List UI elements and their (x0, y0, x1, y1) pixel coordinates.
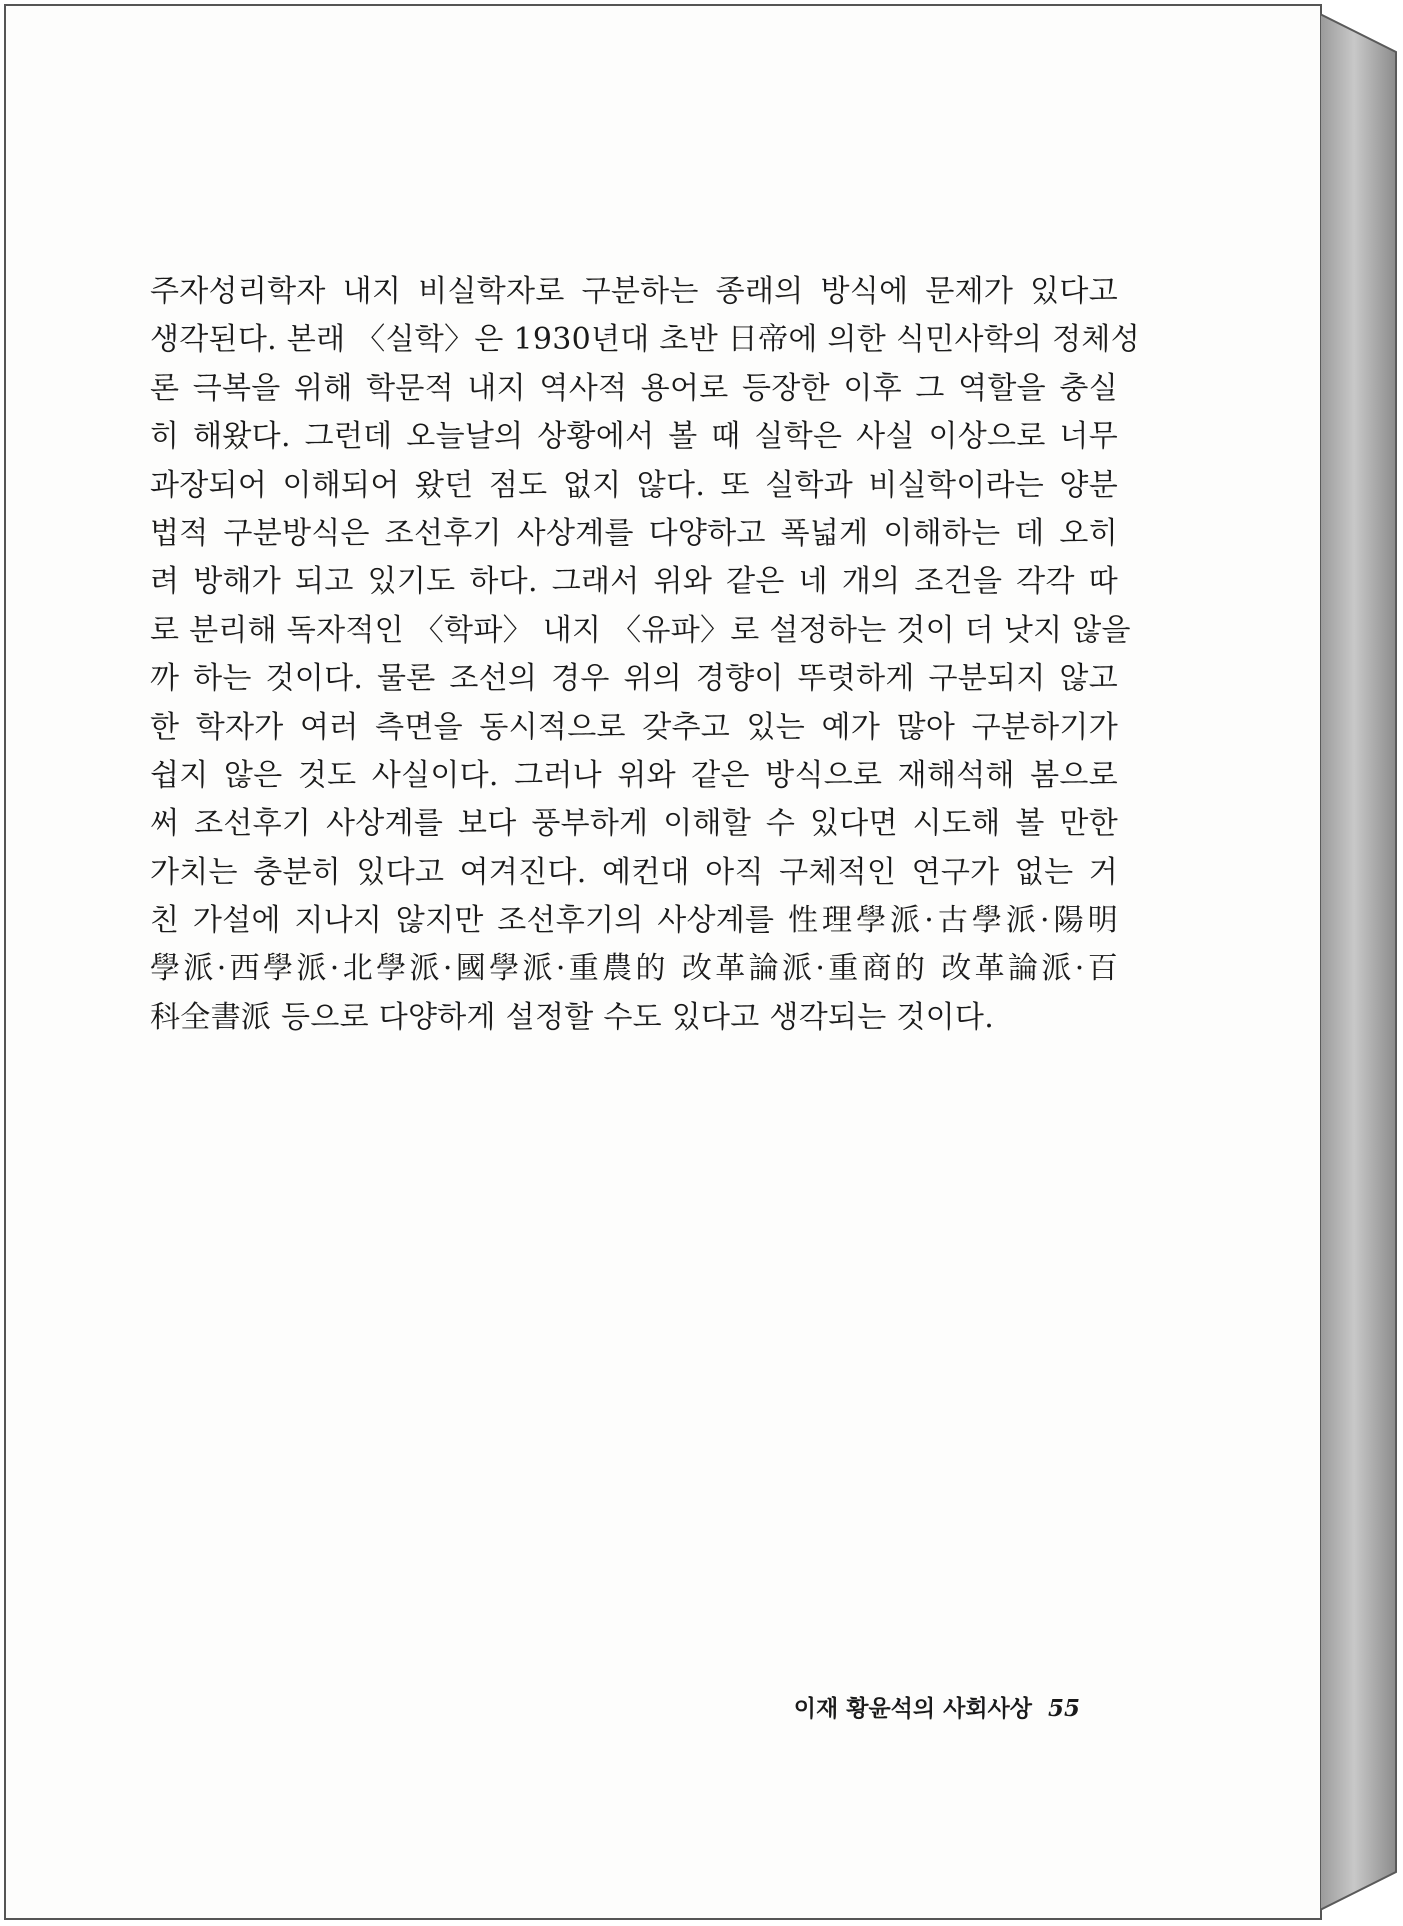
text-line: 론 극복을 위해 학문적 내지 역사적 용어로 등장한 이후 그 역할을 충실 (150, 370, 1118, 406)
body-paragraph (150, 268, 1140, 1042)
text-line: 과장되어 이해되어 왔던 점도 없지 않다. 또 실학과 비실학이라는 양분 (150, 467, 1118, 503)
text-line: 學派·西學派·北學派·國學派·重農的 改革論派·重商的 改革論派·百 (150, 951, 1118, 987)
text-line: 한 학자가 여러 측면을 동시적으로 갖추고 있는 예가 많아 구분하기가 (150, 709, 1118, 745)
text-line: 히 해왔다. 그런데 오늘날의 상황에서 볼 때 실학은 사실 이상으로 너무 (150, 419, 1118, 455)
text-line: 려 방해가 되고 있기도 하다. 그래서 위와 같은 네 개의 조건을 각각 따 (150, 564, 1118, 600)
page-footer (700, 1690, 1080, 1723)
text-line: 가치는 충분히 있다고 여겨진다. 예컨대 아직 구체적인 연구가 없는 거 (150, 854, 1118, 890)
page-edge-shadow (1320, 4, 1400, 1920)
text-line: 법적 구분방식은 조선후기 사상계를 다양하고 폭넓게 이해하는 데 오히 (150, 515, 1118, 551)
page-number: 55 (1047, 1695, 1080, 1722)
text-line: 생각된다. 본래 〈실학〉은 1930년대 초반 日帝에 의한 식민사학의 정체성 (150, 322, 1140, 358)
running-title: 이재 황윤석의 사회사상 (793, 1696, 1032, 1722)
text-line: 친 가설에 지나지 않지만 조선후기의 사상계를 性理學派·古學派·陽明 (150, 903, 1118, 939)
text-line: 써 조선후기 사상계를 보다 풍부하게 이해할 수 있다면 시도해 볼 만한 (150, 806, 1118, 842)
page-edge-shape (1320, 4, 1400, 1920)
text-line: 주자성리학자 내지 비실학자로 구분하는 종래의 방식에 문제가 있다고 (150, 274, 1118, 309)
text-line: 로 분리해 독자적인 〈학파〉 내지 〈유파〉로 설정하는 것이 더 낫지 않을 (150, 612, 1131, 648)
text-line: 까 하는 것이다. 물론 조선의 경우 위의 경향이 뚜렷하게 구분되지 않고 (150, 661, 1118, 697)
text-line: 科全書派 등으로 다양하게 설정할 수도 있다고 생각되는 것이다. (150, 999, 995, 1035)
text-line: 쉽지 않은 것도 사실이다. 그러나 위와 같은 방식으로 재해석해 봄으로 (150, 757, 1118, 793)
